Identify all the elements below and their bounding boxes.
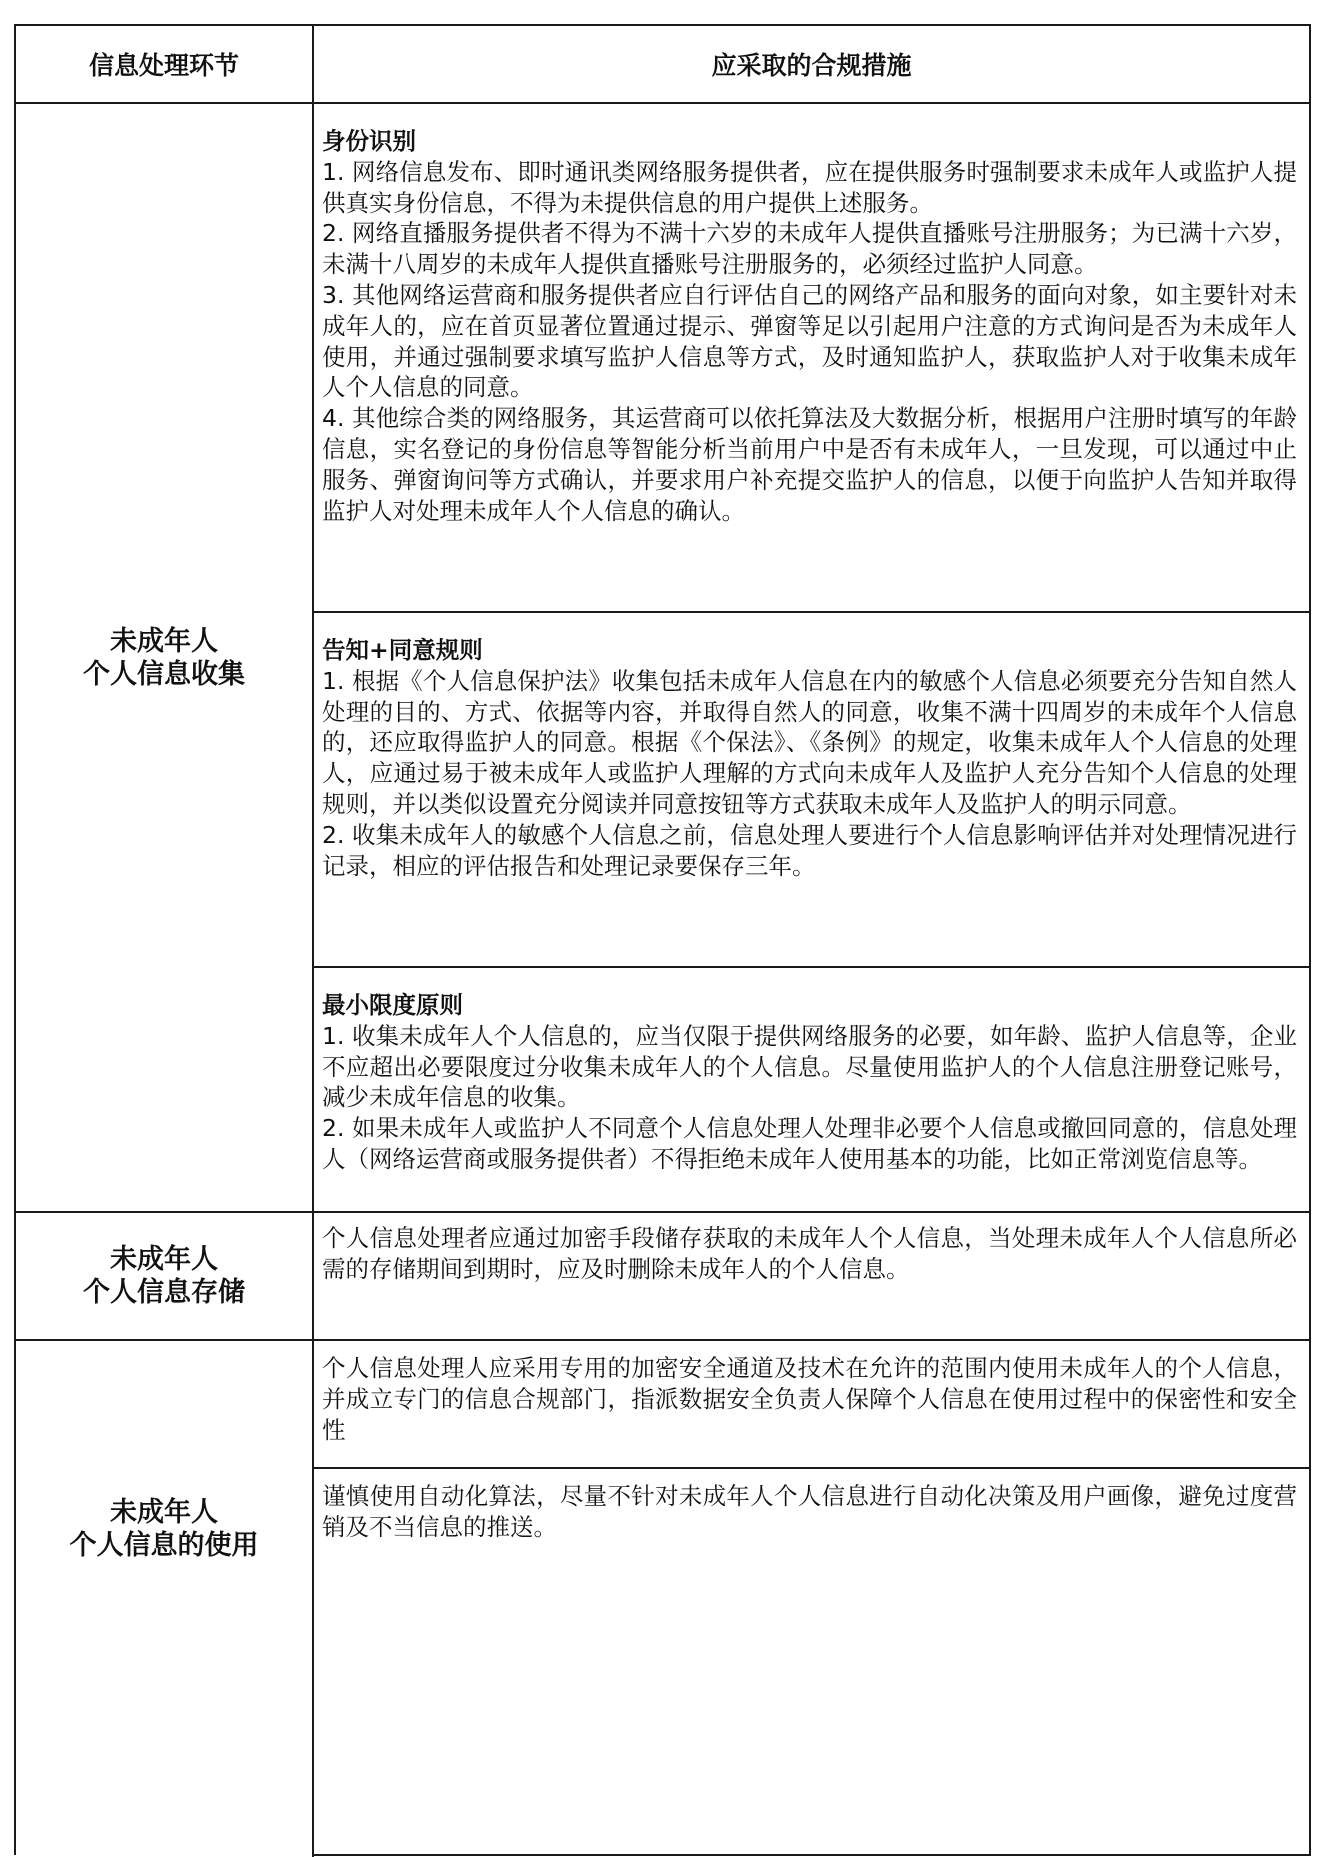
measure-cell-usage-encryption (314, 1341, 1311, 1469)
measure-item: 2. 网络直播服务提供者不得为不满十六岁的未成年人提供直播账号注册服务；为已满十六岁，未满十八周岁的未成年人提供直播账号注册服务的，必须经过监护人同意。 (322, 219, 1297, 279)
stage-cell-usage (16, 1341, 314, 1857)
measure-item: 3. 其他网络运营商和服务提供者应自行评估自己的网络产品和服务的面向对象，如主要针对未成年人的，应在首页显著位置通过提示、弹窗等足以引起用户注意的方式询问是否为未成年人使用，并通过强制要求填写监护人信息等方式，及时通知监护人，获取监护人对于收集未成年人个人信息的同意。 (322, 280, 1297, 402)
header-stage-label: 信息处理环节 (88, 51, 239, 80)
header-measures-label: 应采取的合规措施 (711, 51, 912, 80)
stage-cell-storage (16, 1213, 314, 1341)
header-measures-cell (314, 26, 1311, 104)
section-title: 身份识别 (322, 127, 416, 155)
measure-cell-identity (314, 104, 1311, 613)
stage-label-line2: 个人信息存储 (83, 1277, 245, 1308)
measure-item: 个人信息处理者应通过加密手段储存获取的未成年人个人信息，当处理未成年人个人信息所必需的存储期间到期时，应及时删除未成年人的个人信息。 (322, 1224, 1297, 1283)
measure-item: 1. 根据《个人信息保护法》收集包括未成年人信息在内的敏感个人信息必须要充分告知自然人处理的目的、方式、依据等内容，并取得自然人的同意，收集不满十四周岁的未成年个人信息的，还应取得监护人的同意。根据《个保法》、《条例》的规定，收集未成年人个人信息的处理人，应通过易于被未成年人或监护人理解的方式向未成年人及监护人充分告知个人信息的处理规则，并以类似设置充分阅读并同意按钮等方式获取未成年人及监护人的明示同意。 (322, 666, 1297, 818)
stage-cell-collection (16, 104, 314, 1213)
stage-label-line1: 未成年人 (110, 1244, 218, 1275)
measure-item: 1. 网络信息发布、即时通讯类网络服务提供者，应在提供服务时强制要求未成年人或监护人提供真实身份信息，不得为未提供信息的用户提供上述服务。 (322, 157, 1297, 217)
measure-cell-storage (314, 1213, 1311, 1341)
stage-label-line1: 未成年人 (110, 625, 218, 657)
stage-label-line2: 个人信息的使用 (69, 1530, 259, 1561)
measure-cell-notice-consent (314, 613, 1311, 968)
stage-label-line1: 未成年人 (110, 1497, 218, 1528)
stage-label-line2: 个人信息收集 (83, 658, 245, 690)
header-stage-cell (16, 26, 314, 104)
measure-item: 个人信息处理人应采用专用的加密安全通道及技术在允许的范围内使用未成年人的个人信息，并成立专门的信息合规部门，指派数据安全负责人保障个人信息在使用过程中的保密性和安全性 (322, 1354, 1297, 1444)
section-title: 告知+同意规则 (322, 636, 483, 664)
section-title: 最小限度原则 (322, 991, 463, 1019)
measure-item: 4. 其他综合类的网络服务，其运营商可以依托算法及大数据分析，根据用户注册时填写的年龄信息，实名登记的身份信息等智能分析当前用户中是否有未成年人，一旦发现，可以通过中止服务、弹窗询问等方式确认，并要求用户补充提交监护人的信息，以便于向监护人告知并取得监护人对处理未成年人个人信息的确认。 (322, 404, 1297, 525)
measure-cell-usage-algorithm (314, 1469, 1311, 1856)
measure-item: 1. 收集未成年人个人信息的，应当仅限于提供网络服务的必要，如年龄、监护人信息等，企业不应超出必要限度过分收集未成年人的个人信息。尽量使用监护人的个人信息注册登记账号，减少未成年信息的收集。 (322, 1021, 1297, 1112)
measure-item: 2. 如果未成年人或监护人不同意个人信息处理人处理非必要个人信息或撤回同意的，信息处理人（网络运营商或服务提供者）不得拒绝未成年人使用基本的功能，比如正常浏览信息等。 (322, 1114, 1297, 1173)
compliance-table (14, 24, 1311, 1855)
measure-item: 2. 收集未成年人的敏感个人信息之前，信息处理人要进行个人信息影响评估并对处理情况进行记录，相应的评估报告和处理记录要保存三年。 (322, 820, 1297, 880)
measure-item: 谨慎使用自动化算法，尽量不针对未成年人个人信息进行自动化决策及用户画像，避免过度营销及不当信息的推送。 (322, 1482, 1297, 1541)
measure-cell-minimum (314, 968, 1311, 1213)
